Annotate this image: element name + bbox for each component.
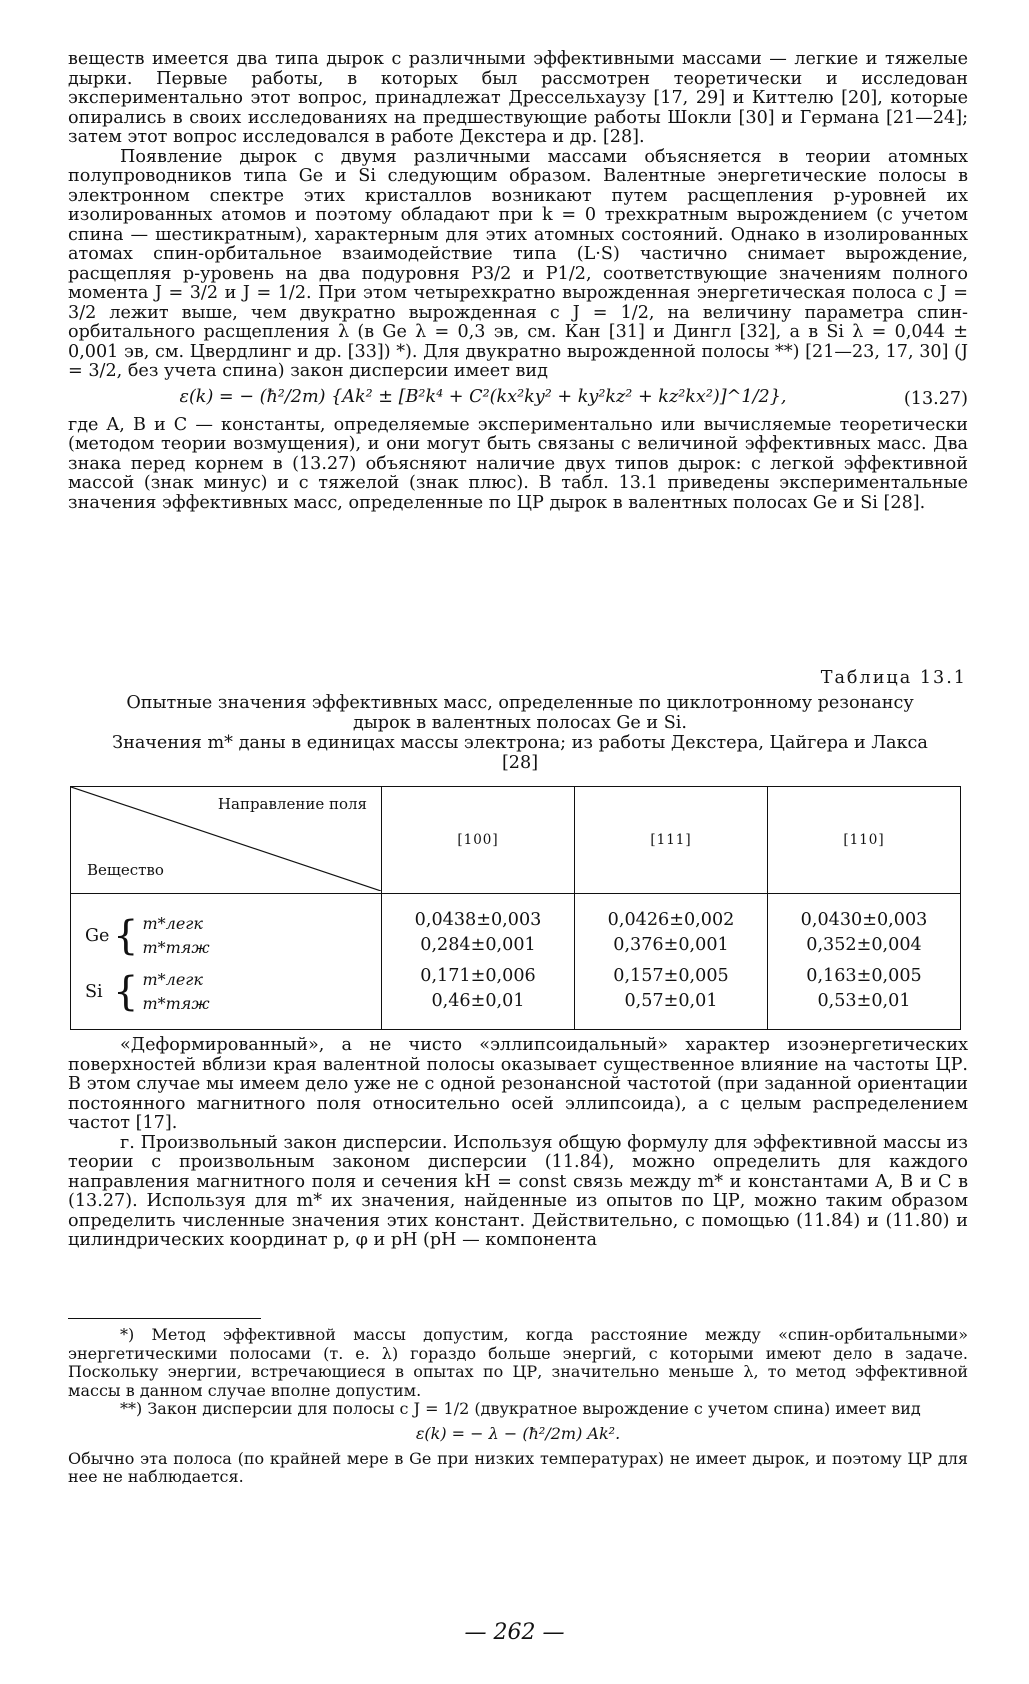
footnote-2: **) Закон дисперсии для полосы с J = 1/2 (двукратное вырождение с учетом спина) имеет вид [120,1399,921,1419]
paragraph-5: г. Произвольный закон дисперсии. Используя общую формулу для эффективной массы из теории с произвольным законом дисперсии (11.84), можно определить для каждого направления магнитного поля и сечения kH = const связь между m* и константами A, B и C в (13.27). Используя для m* их значения, найденные из опытов по ЦР, можно таким образом определить численные значения этих констант. Действительно, с помощью (11.84) и (11.80) и цилиндрических координат p, φ и pH (pH — компонента [68,1132,968,1250]
table-cell: 0,0426±0,002 [607,910,735,930]
mass-light-label: m*легк [142,914,203,933]
equation-number: (13.27) [903,388,968,409]
column-header-110: [110] [768,787,961,894]
substance-name: Si [85,981,103,1002]
substance-ge [85,908,380,964]
table-cell: 0,163±0,005 [806,966,922,986]
mass-light-label: m*легк [142,970,203,989]
table-header-row [71,787,961,894]
footnotes [68,1326,968,1487]
footnote-1: *) Метод эффективной массы допустим, когда расстояние между «спин-орбитальными» энергетическими полосами (т. е. λ) гораздо больше энергий, с которыми имеют дело в задаче. Поскольку энергии, встречающиеся в опытах по ЦР, значительно меньше λ, то метод эффективной массы в данном случае вполне допустим. [68,1325,968,1400]
header-field-direction: Направление поля [217,795,367,813]
table-row [71,894,961,1030]
table-cell: 0,157±0,005 [613,966,729,986]
values-column-110 [768,894,961,1030]
main-text [68,50,968,513]
table-caption [110,693,930,773]
table-cell: 0,352±0,004 [806,935,922,955]
equation-formula: ε(k) = − (ħ²/2m) {Ak² ± [B²k⁴ + C²(kx²ky² + ky²kz² + kz²kx²)]^1/2}, [179,386,787,407]
table-cell: 0,57±0,01 [624,991,718,1011]
footnote-divider [68,1318,261,1319]
paragraph-1: веществ имеется два типа дырок с различными эффективными массами — легкие и тяжелые дырки. Первые работы, в которых был рассмотрен теоретически и исследован экспериментально этот вопрос, принадлежат Дрессельхаузу [17, 29] и Киттелю [20], которые опирались в своих исследованиях на предшествующие работы Шокли [30] и Германа [21—24]; затем этот вопрос исследовался в работе Декстера и др. [28]. [68,49,968,147]
table-cell: 0,53±0,01 [817,991,911,1011]
substance-si [85,964,380,1020]
brace-icon: { [113,913,139,959]
brace-icon: { [113,969,139,1015]
substance-column [71,894,382,1030]
table-cell: 0,0438±0,003 [414,910,542,930]
table-cell: 0,376±0,001 [613,935,729,955]
table-cell: 0,284±0,001 [420,935,536,955]
text-after-table [68,1036,968,1251]
values-column-111 [575,894,768,1030]
substance-name: Ge [85,925,110,946]
paragraph-2: Появление дырок с двумя различными массами объясняется в теории атомных полупроводников типа Ge и Si следующим образом. Валентные энергетические полосы в электронном спектре этих кристаллов возникают путем расщепления p-уровней их изолированных атомов и поэтому обладают при k = 0 трехкратным вырождением (с учетом спина — шестикратным), характерным для этих атомных состояний. Однако в изолированных атомах спин-орбитальное взаимодействие типа (L·S) частично снимает вырождение, расщепляя p-уровень на два подуровня P3/2 и P1/2, соответствующие значениям полного момента J = 3/2 и J = 1/2. При этом четырехкратно вырожденная энергетическая полоса с J = 3/2 лежит выше, чем двукратно вырожденная с J = 1/2, на величину параметра спин-орбитального расщепления λ (в Ge λ = 0,3 эв, см. Кан [31] и Дингл [32], а в Si λ = 0,044 ± 0,001 эв, см. Цвердлинг и др. [33]) *). Для двукратно вырожденной полосы **) [21—23, 17, 30] (J = 3/2, без учета спина) закон дисперсии имеет вид [68,146,968,381]
diagonal-header-cell [71,787,382,894]
header-substance: Вещество [87,861,164,879]
mass-heavy-label: m*тяж [142,938,210,957]
paragraph-4: «Деформированный», а не чисто «эллипсоидальный» характер изоэнергетических поверхностей вблизи края валентной полосы оказывает существенное влияние на частоты ЦР. В этом случае мы имеем дело уже не с одной резонансной частотой (при заданной ориентации постоянного магнитного поля относительно осей эллипсоида), а с целым распределением частот [17]. [68,1035,968,1133]
column-header-111: [111] [575,787,768,894]
equation-13-27 [68,382,968,416]
values-column-100 [382,894,575,1030]
table-caption-line-1: Опытные значения эффективных масс, определенные по циклотронному резонансу дырок в валентных полосах Ge и Si. [126,693,914,733]
table-cell: 0,46±0,01 [431,991,525,1011]
paragraph-3: где A, B и C — константы, определяемые экспериментально или вычисляемые теоретически (методом теории возмущения), и они могут быть связаны с величиной эффективных масс. Два знака перед корнем в (13.27) объясняют наличие двух типов дырок: с легкой эффективной массой (знак минус) и с тяжелой (знак плюс). В табл. 13.1 приведены экспериментальные значения эффективных масс, определенные по ЦР дырок в валентных полосах Ge и Si [28]. [68,414,968,513]
mass-heavy-label: m*тяж [142,994,210,1013]
footnote-3: Обычно эта полоса (по крайней мере в Ge при низких температурах) не имеет дырок, и поэтому ЦР для нее не наблюдается. [68,1448,968,1487]
table-label: Таблица 13.1 [820,668,967,688]
column-header-100: [100] [382,787,575,894]
table-cell: 0,0430±0,003 [800,910,928,930]
footnote-equation: ε(k) = − λ − (ħ²/2m) Ak². [415,1423,621,1443]
table-caption-line-2: Значения m* даны в единицах массы электрона; из работы Декстера, Цайгера и Лакса [28] [112,733,928,773]
effective-mass-table [70,786,961,1030]
page-number: — 262 — [464,1620,565,1645]
table-cell: 0,171±0,006 [420,966,536,986]
